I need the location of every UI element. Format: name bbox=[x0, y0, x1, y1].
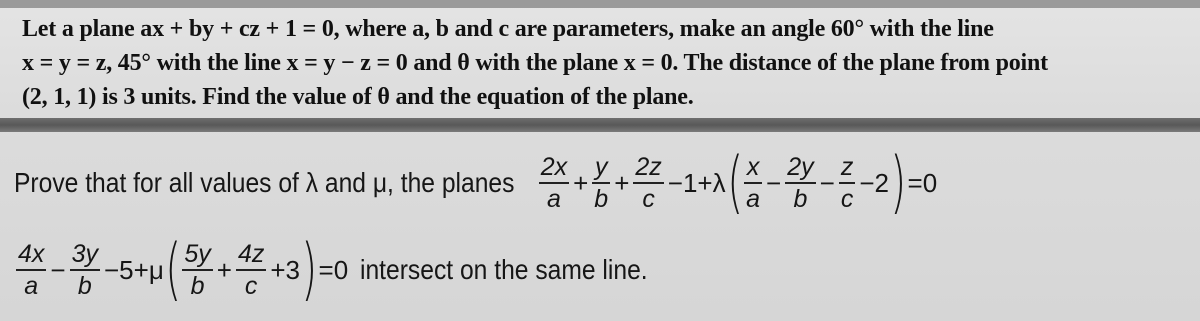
minus-sign: − bbox=[50, 254, 66, 285]
numerator: 4z bbox=[237, 240, 265, 268]
fraction bbox=[70, 239, 100, 301]
fraction bbox=[592, 152, 610, 214]
fraction bbox=[744, 152, 762, 214]
equals-zero: =0 bbox=[907, 167, 938, 198]
numerator: z bbox=[840, 153, 854, 181]
question-2-row-2 bbox=[14, 228, 687, 312]
numerator: x bbox=[746, 153, 760, 181]
denominator: c bbox=[840, 185, 854, 213]
question-2-row-1 bbox=[14, 140, 939, 226]
denominator: c bbox=[244, 272, 258, 300]
denominator: a bbox=[546, 185, 561, 213]
section-divider bbox=[0, 118, 1200, 132]
plus-sign: + bbox=[614, 167, 630, 198]
numerator: 3y bbox=[71, 240, 98, 268]
fraction bbox=[785, 152, 815, 214]
numerator: 4x bbox=[18, 240, 45, 268]
denominator: b bbox=[793, 185, 808, 213]
question-1-line-3: (2, 1, 1) is 3 units. Find the value of θ and the equation of the plane. bbox=[22, 84, 694, 110]
plus-three: +3 bbox=[270, 254, 300, 285]
denominator: b bbox=[594, 185, 609, 213]
minus-two: −2 bbox=[859, 167, 889, 198]
fraction bbox=[539, 152, 569, 214]
numerator: 2y bbox=[787, 153, 814, 181]
open-paren: ( bbox=[165, 230, 182, 309]
minus-sign: − bbox=[766, 167, 782, 198]
fraction bbox=[633, 152, 663, 214]
numerator: 2z bbox=[635, 153, 662, 181]
plus-sign: + bbox=[573, 167, 589, 198]
plus-sign: + bbox=[216, 254, 232, 285]
minus-one-plus-lambda: −1+λ bbox=[667, 167, 726, 198]
question-1 bbox=[22, 12, 1182, 114]
denominator: a bbox=[24, 272, 39, 300]
fraction bbox=[236, 239, 266, 301]
denominator: a bbox=[746, 185, 761, 213]
fraction bbox=[16, 239, 46, 301]
numerator: y bbox=[594, 153, 608, 181]
minus-sign: − bbox=[819, 167, 835, 198]
denominator: c bbox=[642, 185, 655, 213]
question-1-line-2: x = y = z, 45° with the line x = y − z = 0 and θ with the plane x = 0. The distance of the plane from point bbox=[22, 50, 1048, 76]
top-border bbox=[0, 0, 1200, 8]
numerator: 2x bbox=[540, 153, 568, 181]
denominator: b bbox=[77, 272, 92, 300]
equals-zero: =0 bbox=[318, 254, 349, 285]
question-2-intro: Prove that for all values of λ and μ, the planes bbox=[14, 167, 515, 198]
minus-five-plus-mu: −5+μ bbox=[104, 254, 164, 285]
fraction bbox=[839, 152, 856, 214]
close-paren: ) bbox=[890, 143, 907, 222]
numerator: 5y bbox=[184, 240, 211, 268]
fraction bbox=[182, 239, 212, 301]
open-paren: ( bbox=[726, 143, 743, 222]
denominator: b bbox=[190, 272, 205, 300]
close-paren: ) bbox=[301, 230, 318, 309]
question-2-outro: intersect on the same line. bbox=[360, 254, 648, 285]
question-1-line-1: Let a plane ax + by + cz + 1 = 0, where a, b and c are parameters, make an angle 60° with the line bbox=[22, 16, 994, 42]
